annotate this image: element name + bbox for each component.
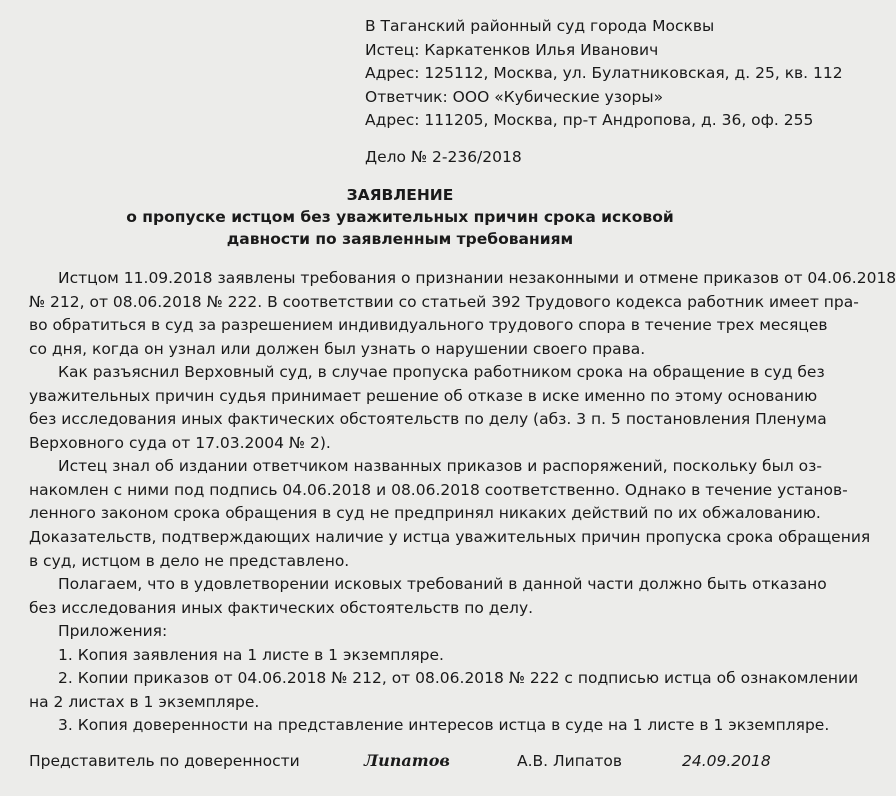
paragraph-1-line-4: со дня, когда он узнал или должен был узнать о нарушении своего права. [29,339,646,358]
title-line-1: ЗАЯВЛЕНИЕ [346,186,454,204]
paragraph-2-line-2: уважительных причин судья принимает решение об отказе в иске именно по этому основанию [29,386,818,405]
attachment-item-2-line-2: на 2 листах в 1 экземпляре. [29,692,260,711]
case-number: Дело № 2-236/2018 [365,148,522,166]
paragraph-3-line-5: в суд, истцом в дело не представлено. [29,551,350,570]
title-line-2: о пропуске истцом без уважительных причин срока исковой [126,208,674,226]
signer-name: А.В. Липатов [517,752,623,770]
signer-role: Представитель по доверенности [29,752,300,770]
addressee-block [365,15,843,133]
paragraph-4-line-2: без исследования иных фактических обстоятельств по делу. [29,598,534,617]
paragraph-3-line-1: Истец знал об издании ответчиком названных приказов и распоряжений, поскольку был оз- [58,457,823,476]
paragraph-1-line-2: № 212, от 08.06.2018 № 222. В соответствии со статьей 392 Трудового кодекса работник имеет пра- [29,292,859,311]
document-body [29,267,896,620]
paragraph-3-line-4: Доказательств, подтверждающих наличие у истца уважительных причин пропуска срока обращения [29,528,871,547]
paragraph-2-line-1: Как разъяснил Верховный суд, в случае пропуска работником срока на обращение в суд без [58,363,825,382]
paragraph-3-line-2: накомлен с ними под подпись 04.06.2018 и 08.06.2018 соответственно. Однако в течение установ- [29,480,848,499]
paragraph-3-line-3: ленного законом срока обращения в суд не предпринял никаких действий по их обжалованию. [29,504,821,523]
paragraph-2-line-3: без исследования иных фактических обстоятельств по делу (абз. 3 п. 5 постановления Пленума [29,410,827,429]
title-line-3: давности по заявленным требованиям [226,230,574,248]
document-title [0,184,800,250]
plaintiff-name: Истец: Каркатенков Илья Иванович [365,40,659,59]
paragraph-1-line-1: Истцом 11.09.2018 заявлены требования о признании незаконными и отмене приказов от 04.06.2018 [58,269,896,287]
attachment-item-3: 3. Копия доверенности на представление интересов истца в суде на 1 листе в 1 экземпляре. [58,716,830,735]
paragraph-4-line-1: Полагаем, что в удовлетворении исковых требований в данной части должно быть отказано [58,575,827,594]
court-name: В Таганский районный суд города Москвы [365,17,715,35]
defendant-address: Адрес: 111205, Москва, пр-т Андропова, д. 36, оф. 255 [365,111,814,130]
defendant-name: Ответчик: ООО «Кубические узоры» [365,87,664,106]
handwritten-signature: Липатов [364,751,450,770]
paragraph-1-line-3: во обратиться в суд за разрешением индивидуального трудового спора в течение трех месяцев [29,316,828,335]
attachments-heading: Приложения: [58,622,168,640]
attachment-item-1: 1. Копия заявления на 1 листе в 1 экземпляре. [58,645,444,664]
attachment-item-2-line-1: 2. Копии приказов от 04.06.2018 № 212, от 08.06.2018 № 222 с подписью истца об ознакомлении [58,669,859,688]
paragraph-2-line-4: Верховного суда от 17.03.2004 № 2). [29,433,331,452]
attachments-list [29,620,859,738]
signature-date: 24.09.2018 [682,752,771,770]
plaintiff-address: Адрес: 125112, Москва, ул. Булатниковская, д. 25, кв. 112 [365,64,843,83]
